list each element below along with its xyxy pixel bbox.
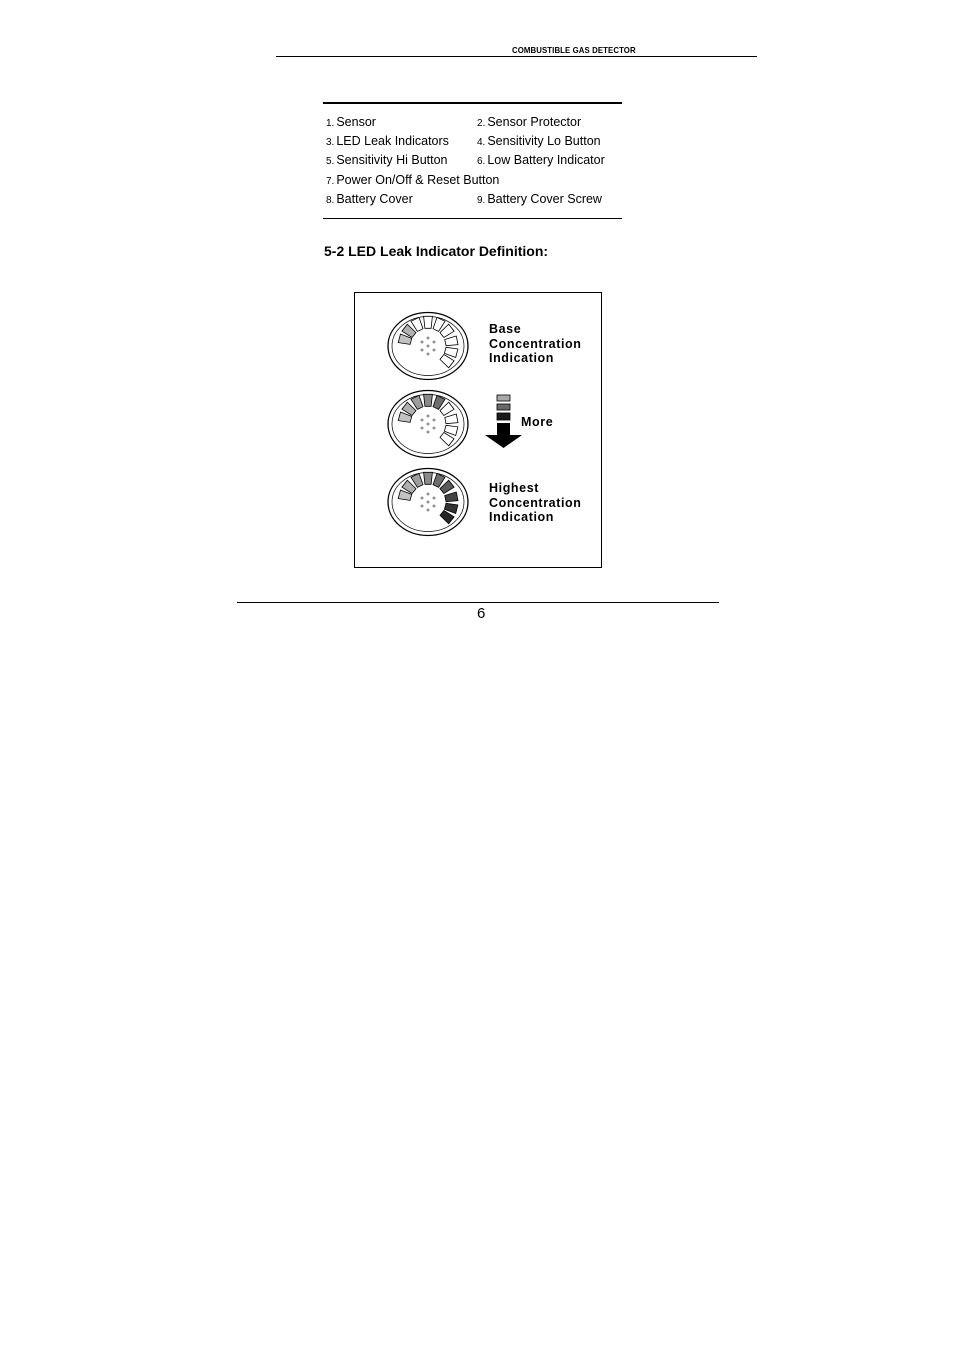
list-item — [326, 192, 413, 208]
list-item — [326, 173, 499, 189]
item-label: LED Leak Indicators — [336, 134, 449, 148]
item-number: 1. — [326, 118, 335, 129]
arrow-bar — [497, 413, 510, 420]
item-number: 6. — [477, 156, 486, 167]
list-item — [477, 134, 601, 150]
page-number: 6 — [477, 605, 486, 622]
highest-concentration-label: Highest Concentration Indication — [489, 481, 582, 524]
arrow-bar — [497, 395, 510, 401]
item-number: 4. — [477, 137, 486, 148]
list-item — [477, 192, 602, 208]
footer-rule — [237, 602, 719, 603]
item-label: Power On/Off & Reset Button — [336, 173, 500, 187]
led-segment — [424, 472, 433, 484]
base-concentration-label: Base Concentration Indication — [489, 322, 582, 365]
item-label: Sensitivity Lo Button — [487, 134, 601, 148]
more-label: More — [521, 415, 554, 429]
item-number: 7. — [326, 176, 335, 187]
list-item — [326, 115, 376, 131]
list-item — [477, 115, 581, 131]
led-dial-base — [388, 313, 468, 380]
item-number: 8. — [326, 195, 335, 206]
item-label: Sensitivity Hi Button — [336, 153, 448, 167]
led-segment — [424, 316, 433, 328]
item-label: Battery Cover Screw — [487, 192, 602, 206]
item-label: Sensor Protector — [487, 115, 582, 129]
item-number: 9. — [477, 195, 486, 206]
list-item — [477, 153, 605, 169]
header-title: COMBUSTIBLE GAS DETECTOR — [512, 45, 636, 55]
item-number: 2. — [477, 118, 486, 129]
led-indicator-diagram — [354, 292, 602, 568]
arrow-bar — [497, 404, 510, 410]
arrow-head — [485, 423, 522, 448]
item-label: Sensor — [336, 115, 376, 129]
item-label: Battery Cover — [336, 192, 413, 206]
item-label: Low Battery Indicator — [487, 153, 605, 167]
led-segment — [424, 394, 433, 406]
item-number: 5. — [326, 156, 335, 167]
parts-list — [323, 102, 622, 219]
section-heading: 5-2 LED Leak Indicator Definition: — [324, 243, 549, 259]
list-item — [326, 153, 448, 169]
list-item — [326, 134, 449, 150]
led-dial-highest — [388, 469, 468, 536]
led-dial-middle — [388, 391, 468, 458]
item-number: 3. — [326, 137, 335, 148]
more-arrow-icon — [485, 395, 522, 448]
header-rule — [276, 56, 757, 57]
